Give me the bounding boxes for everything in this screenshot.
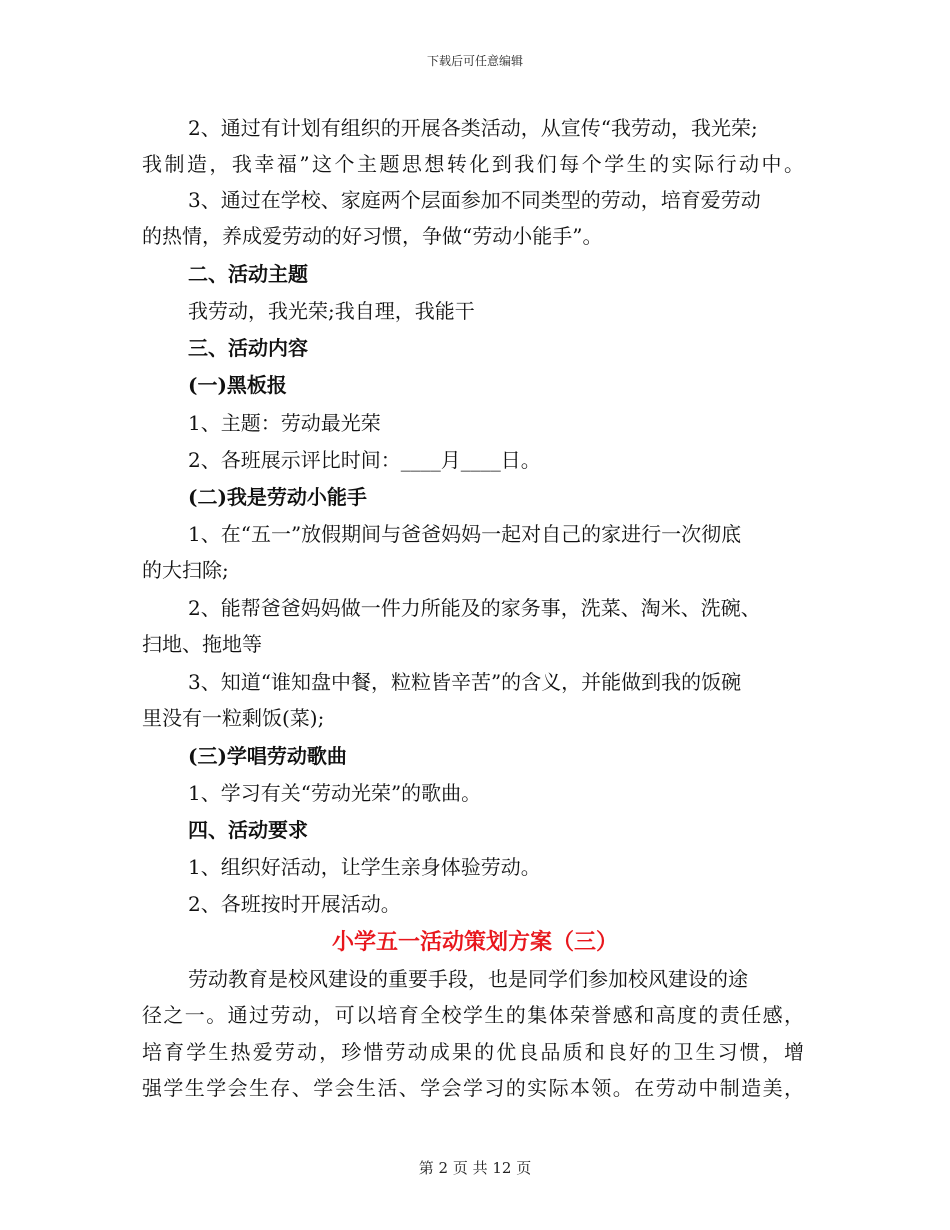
paragraph-goal-2-line-2: 我制造，我幸福”这个主题思想转化到我们每个学生的实际行动中。: [142, 152, 804, 176]
subheading-blackboard: (一)黑板报: [188, 373, 287, 397]
labor-helper-item-3-line-1: 3、知道“谁知盘中餐，粒粒皆辛苦”的含义，并能做到我的饭碗: [188, 670, 742, 694]
activity-theme-text: 我劳动，我光荣;我自理，我能干: [188, 299, 475, 323]
subheading-labor-songs: (三)学唱劳动歌曲: [188, 744, 347, 768]
section-title: 小学五一活动策划方案（三）: [331, 929, 618, 955]
labor-songs-item-1: 1、学习有关“劳动光荣”的歌曲。: [188, 781, 482, 805]
blackboard-item-1: 1、主题：劳动最光荣: [188, 411, 381, 435]
labor-helper-item-3-line-2: 里没有一粒剩饭(菜);: [142, 706, 325, 730]
labor-helper-item-2-line-1: 2、能帮爸爸妈妈做一件力所能及的家务事，洗菜、淘米、洗碗、: [188, 596, 761, 620]
requirement-item-1: 1、组织好活动，让学生亲身体验劳动。: [188, 855, 541, 879]
labor-helper-item-2-line-2: 扫地、拖地等: [142, 632, 262, 656]
intro-paragraph-line-2: 径之一。通过劳动，可以培育全校学生的集体荣誉感和高度的责任感，: [142, 1003, 804, 1027]
requirement-item-2: 2、各班按时开展活动。: [188, 892, 401, 916]
intro-paragraph-line-4: 强学生学会生存、学会生活、学会学习的实际本领。在劳动中制造美，: [142, 1076, 804, 1100]
labor-helper-item-1-line-2: 的大扫除;: [142, 558, 229, 582]
heading-activity-theme: 二、活动主题: [188, 262, 308, 286]
subheading-labor-helper: (二)我是劳动小能手: [188, 485, 367, 509]
page-number-footer: 第 2 页 共 12 页: [418, 1159, 532, 1177]
intro-paragraph-line-1: 劳动教育是校风建设的重要手段，也是同学们参加校风建设的途: [188, 967, 748, 991]
blackboard-item-2: 2、各班展示评比时间：____月____日。: [188, 448, 541, 472]
paragraph-goal-3-line-1: 3、通过在学校、家庭两个层面参加不同类型的劳动，培育爱劳动: [188, 188, 761, 212]
paragraph-goal-2-line-1: 2、通过有计划有组织的开展各类活动，从宣传“我劳动，我光荣;: [188, 116, 758, 140]
heading-activity-requirements: 四、活动要求: [188, 818, 308, 842]
page-header-note: 下载后可任意编辑: [426, 54, 523, 68]
heading-activity-content: 三、活动内容: [188, 336, 308, 360]
paragraph-goal-3-line-2: 的热情，养成爱劳动的好习惯，争做“劳动小能手”。: [142, 224, 603, 248]
labor-helper-item-1-line-1: 1、在“五一”放假期间与爸爸妈妈一起对自己的家进行一次彻底: [188, 522, 742, 546]
intro-paragraph-line-3: 培育学生热爱劳动，珍惜劳动成果的优良品质和良好的卫生习惯，增: [142, 1040, 804, 1064]
